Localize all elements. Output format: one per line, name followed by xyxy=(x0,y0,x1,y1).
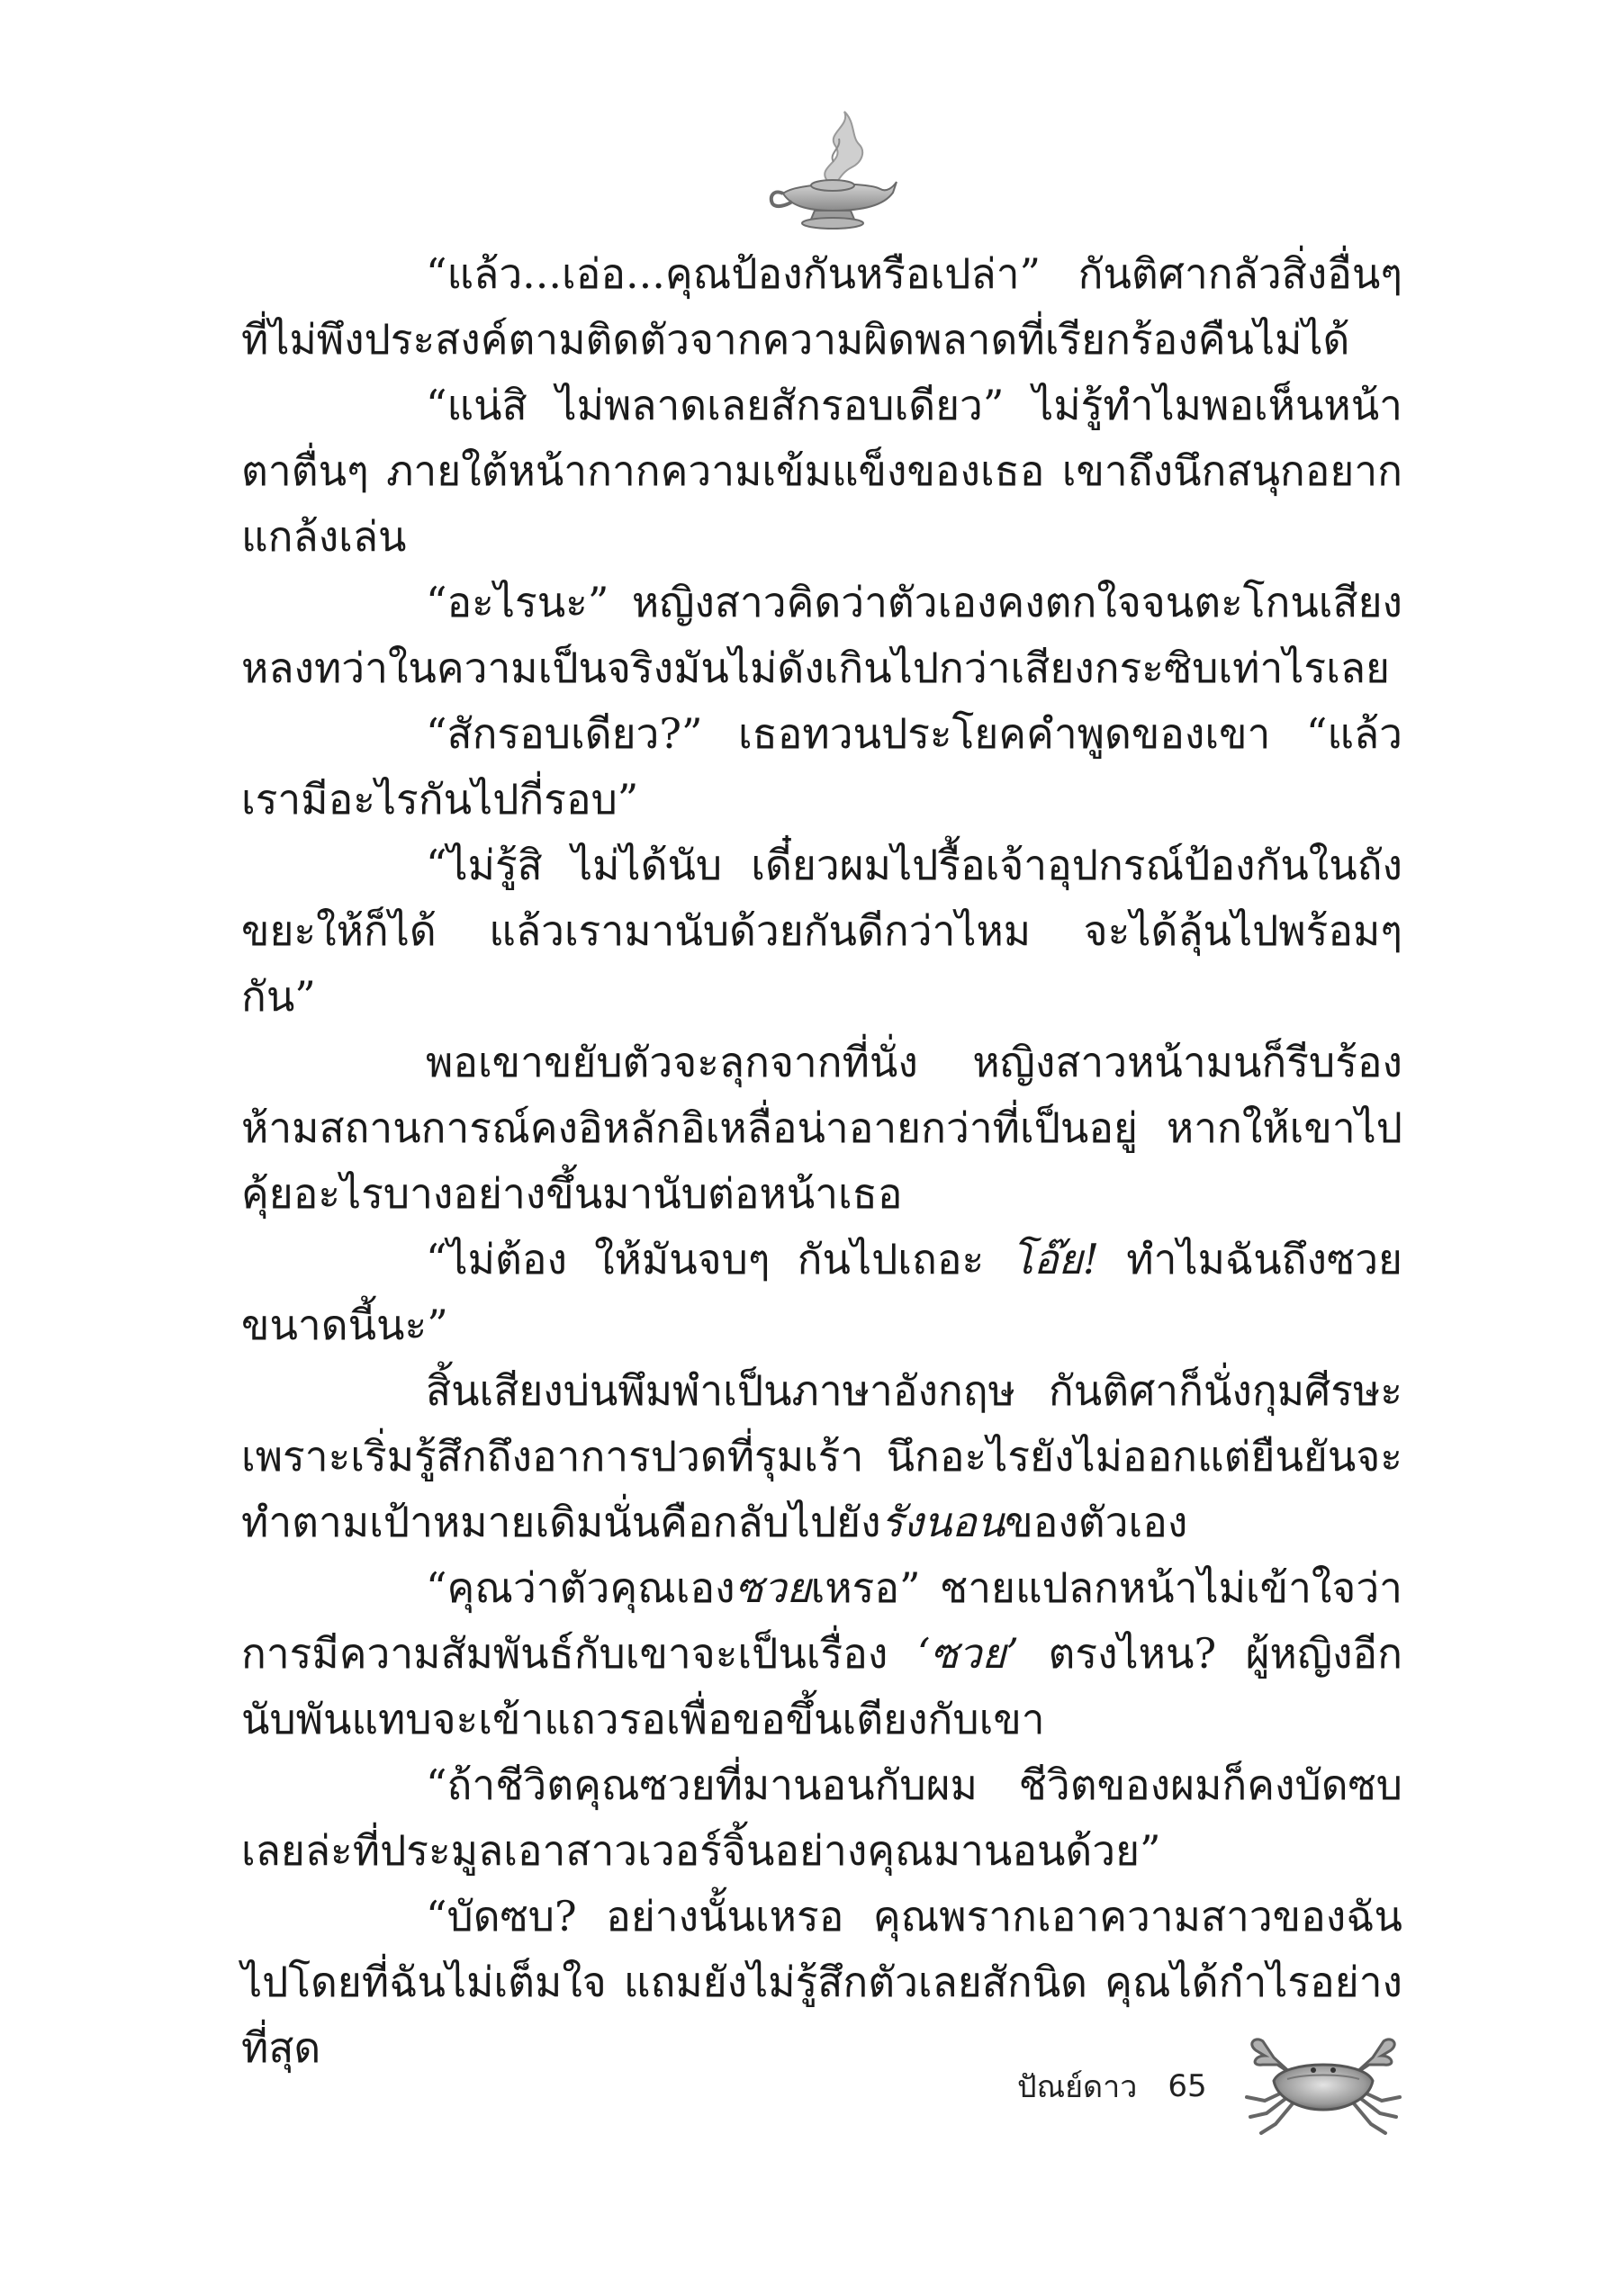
paragraph xyxy=(241,1752,1402,1884)
paragraph xyxy=(241,570,1402,701)
italic-text: ซวย xyxy=(735,1563,811,1612)
italic-text: ‘ซวย’ xyxy=(916,1629,1020,1678)
text-segment: “ไม่ต้อง ให้มันจบๆ กันไปเถอะ xyxy=(426,1235,1012,1283)
text-segment: “คุณว่าตัวคุณเอง xyxy=(426,1563,735,1612)
text-segment: “สักรอบเดียว?” เธอทวนประโยคคำพูดของเขา “แล้วเรามีอะไรกันไปกี่รอบ” xyxy=(241,709,1402,824)
crab-icon xyxy=(1238,2023,1409,2140)
paragraph xyxy=(241,1555,1402,1752)
text-segment: ของตัวเอง xyxy=(1005,1498,1188,1546)
paragraph xyxy=(241,1884,1402,2081)
text-segment: “อะไรนะ” หญิงสาวคิดว่าตัวเองคงตกใจจนตะโกนเสียงหลงทว่าในความเป็นจริงมันไม่ดังเกินไปกว่าเสียงกระซิบเท่าไรเลย xyxy=(241,578,1402,692)
text-segment: ทำไมฉันถึงซวยขนาดนี้นะ” xyxy=(241,1235,1403,1349)
italic-text: โอ๊ย! xyxy=(1011,1235,1100,1283)
body-text xyxy=(241,241,1402,2081)
footer-book-title: ปัณย์ดาว xyxy=(1017,2069,1138,2105)
paragraph xyxy=(241,241,1402,373)
genie-lamp-icon xyxy=(765,99,900,234)
page-number: 65 xyxy=(1168,2068,1207,2104)
text-segment: ตรงไหน? ผู้หญิงอีกนับพันแทบจะเข้าแถวรอเพื่อขอขึ้นเตียงกับเขา xyxy=(241,1629,1402,1743)
paragraph xyxy=(241,833,1402,1030)
italic-text: รังนอน xyxy=(880,1498,1005,1546)
text-segment: “ถ้าชีวิตคุณซวยที่มานอนกับผม ชีวิตของผมก็คงบัดซบเลยล่ะที่ประมูลเอาสาวเวอร์จิ้นอย่างคุณมานอนด้วย” xyxy=(241,1760,1402,1875)
text-segment: “แล้ว...เอ่อ...คุณป้องกันหรือเปล่า” กันติศากลัวสิ่งอื่นๆ ที่ไม่พึงประสงค์ตามติดตัวจากความผิดพลาดที่เรียกร้องคืนไม่ได้ xyxy=(241,249,1402,364)
paragraph xyxy=(241,1227,1402,1358)
page-footer xyxy=(1017,2050,1207,2122)
text-segment: เหรอ” ชายแปลกหน้าไม่เข้าใจว่า การมีความสัมพันธ์กับเขาจะเป็นเรื่อง xyxy=(241,1563,1402,1678)
paragraph xyxy=(241,1358,1402,1555)
paragraph xyxy=(241,1030,1402,1227)
text-segment: “ไม่รู้สิ ไม่ได้นับ เดี๋ยวผมไปรื้อเจ้าอุปกรณ์ป้องกันในถังขยะให้ก็ได้ แล้วเรามานับด้วยกันดีกว่าไหม จะได้ลุ้นไปพร้อมๆ กัน” xyxy=(241,841,1402,1021)
text-segment: “แน่สิ ไม่พลาดเลยสักรอบเดียว” ไม่รู้ทำไมพอเห็นหน้าตาตื่นๆ ภายใต้หน้ากากความเข้มแข็งของเธอ เขาถึงนึกสนุกอยากแกล้งเล่น xyxy=(241,381,1402,561)
paragraph xyxy=(241,701,1402,833)
text-segment: พอเขาขยับตัวจะลุกจากที่นั่ง หญิงสาวหน้ามนก็รีบร้องห้ามสถานการณ์คงอิหลักอิเหลื่อน่าอายกว่าที่เป็นอยู่ หากให้เขาไปคุ้ยอะไรบางอย่างขึ้นมานับต่อหน้าเธอ xyxy=(241,1038,1402,1218)
text-segment: “บัดซบ? อย่างนั้นเหรอ คุณพรากเอาความสาวของฉันไปโดยที่ฉันไม่เต็มใจ แถมยังไม่รู้สึกตัวเลยสักนิด คุณได้กำไรอย่างที่สุด xyxy=(241,1892,1402,2072)
paragraph xyxy=(241,373,1402,570)
text-segment: สิ้นเสียงบ่นพึมพำเป็นภาษาอังกฤษ กันติศาก็นั่งกุมศีรษะเพราะเริ่มรู้สึกถึงอาการปวดที่รุมเร้า นึกอะไรยังไม่ออกแต่ยืนยันจะทำตามเป้าหมายเดิมนั่นคือกลับไปยัง xyxy=(241,1366,1402,1546)
